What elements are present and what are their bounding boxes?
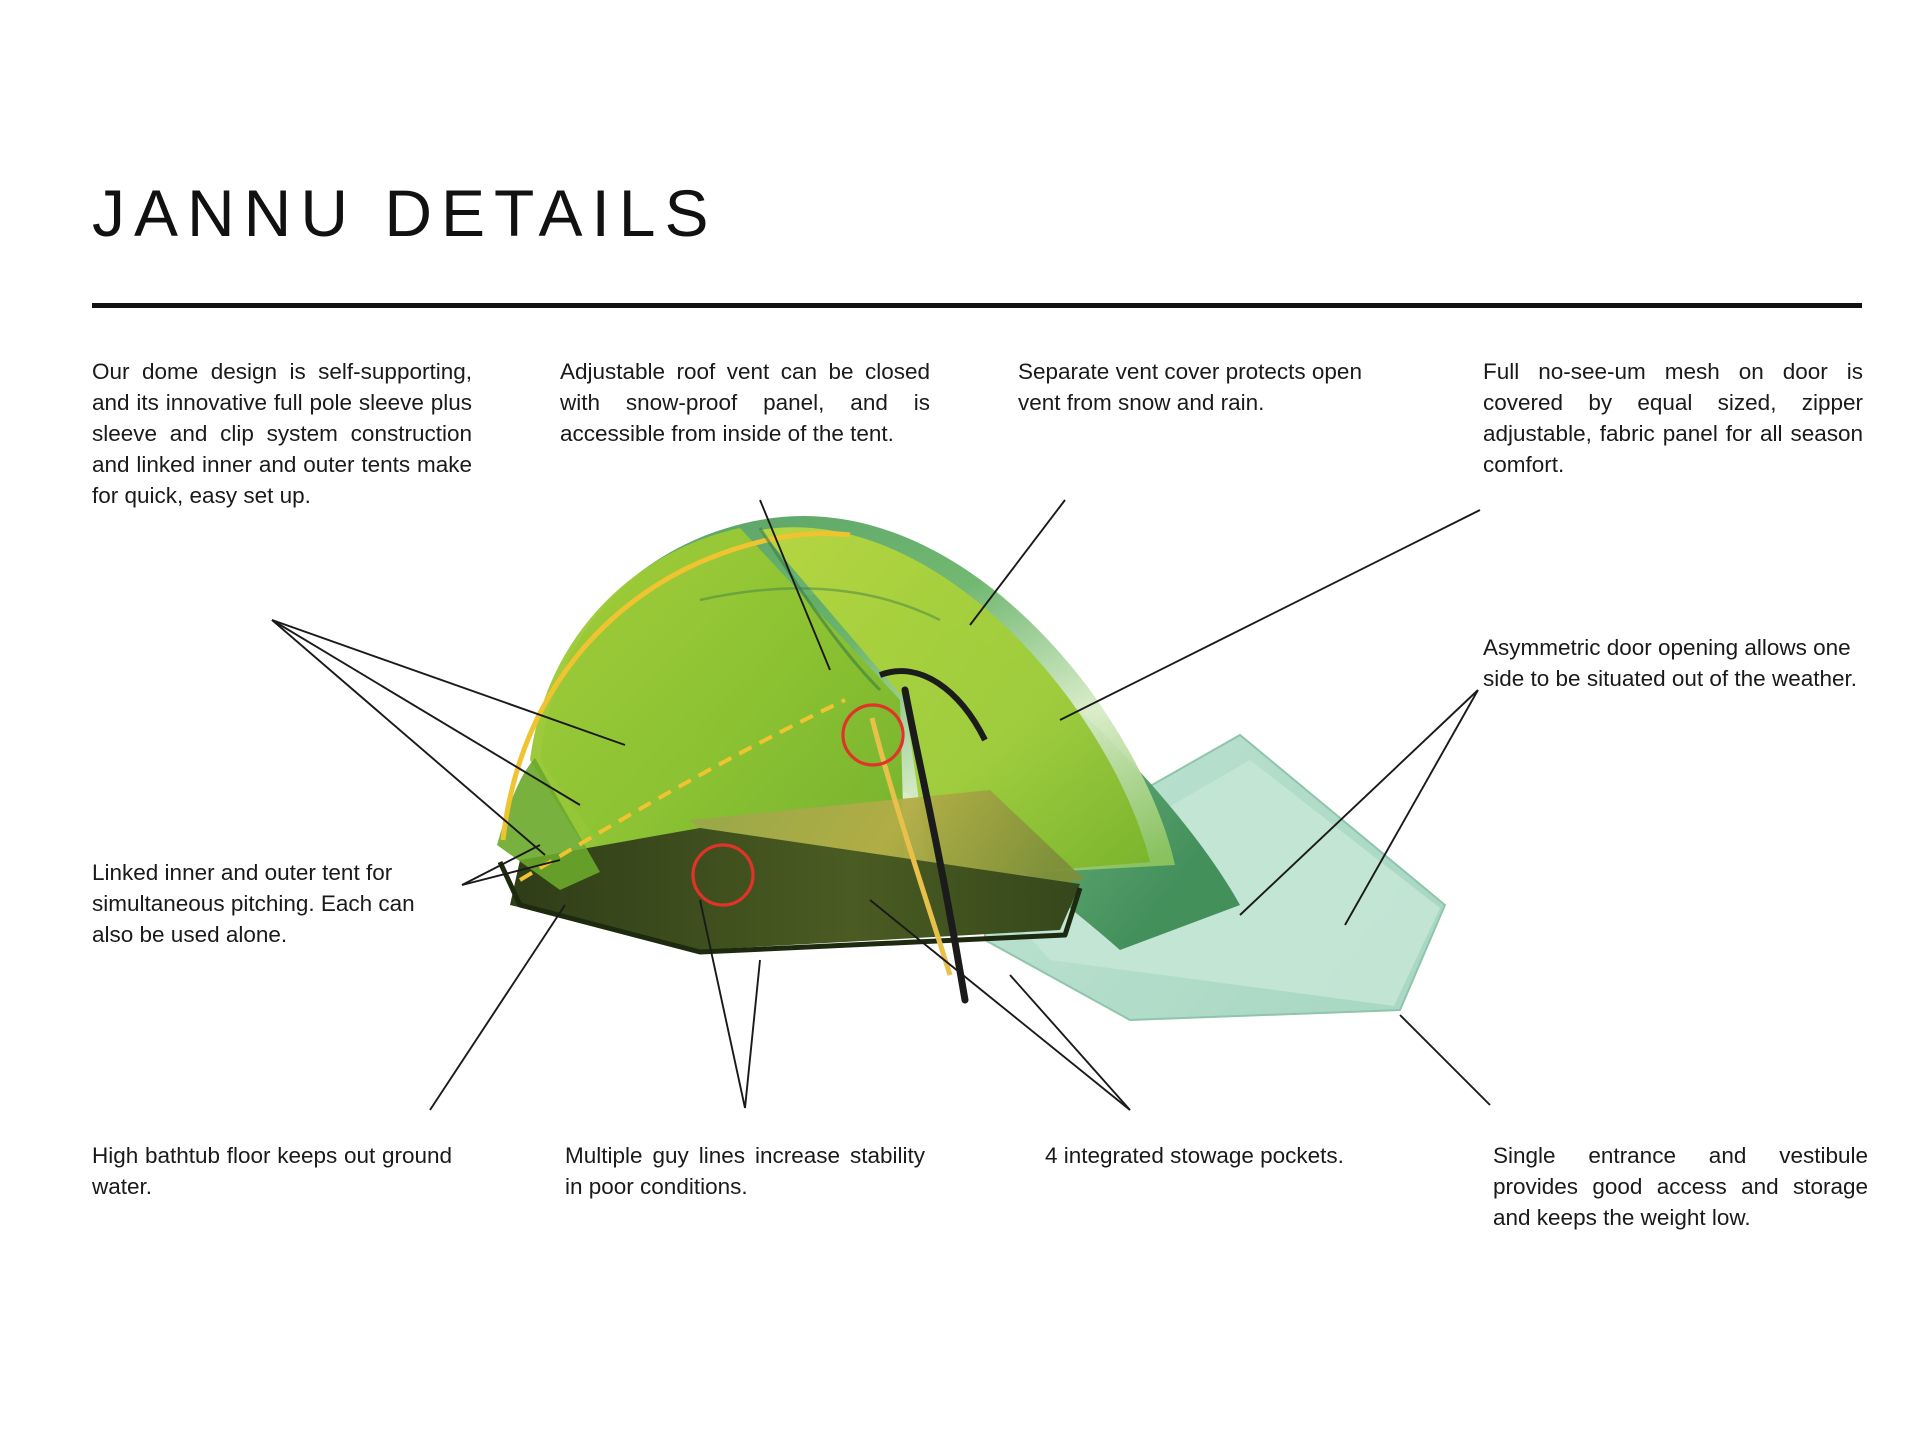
callout-stowage-pockets: 4 integrated stowage pockets. [1045, 1143, 1344, 1168]
pole-sleeve-left [503, 533, 850, 840]
callout-vestibule: Single entrance and vestibule provides good access and storage and keeps the weight low. [1493, 1143, 1868, 1230]
leader-lines [272, 500, 1490, 1110]
fly-canopy-top [540, 516, 1175, 880]
fly-door-panel [760, 527, 1150, 880]
vestibule-extension [1000, 760, 1440, 1006]
door-arc [880, 671, 985, 740]
callout-roof-vent: Adjustable roof vent can be closed with snow-proof panel, and is accessible from inside of the tent. [560, 359, 930, 446]
seam-top-left [700, 588, 940, 620]
highlight-circle-lower [693, 845, 753, 905]
pole-front-vertical [872, 718, 950, 975]
bathtub-floor [510, 828, 1080, 950]
vestibule-shape [985, 735, 1445, 1020]
fly-rear-shell [770, 595, 1240, 950]
callout-linked-inner-outer: Linked inner and outer tent for simultaneous pitching. Each can also be used alone. [92, 860, 415, 947]
fly-left-panel [530, 528, 905, 880]
highlight-circle-upper [843, 705, 903, 765]
callout-vent-cover: Separate vent cover protects open vent from snow and rain. [1018, 359, 1362, 415]
title-divider [92, 303, 1862, 308]
pole-sleeve-diagonal [520, 700, 845, 880]
seam-crest [760, 528, 880, 690]
callout-asymmetric-door: Asymmetric door opening allows one side to be situated out of the weather. [1483, 635, 1858, 691]
callout-dome-design: Our dome design is self-supporting, and its innovative full pole sleeve plus sleeve and clip system construction and linked inner and outer tents make for quick, easy set up. [92, 359, 472, 508]
inner-floor [690, 790, 1085, 915]
door-zipper-line [905, 690, 965, 1000]
callout-door-mesh: Full no-see-um mesh on door is covered by equal sized, zipper adjustable, fabric panel for all season comfort. [1483, 359, 1863, 477]
page-title: JANNU DETAILS [92, 176, 718, 250]
callout-bathtub-floor: High bathtub floor keeps out ground water. [92, 1143, 452, 1199]
floor-edge-dark [500, 862, 1080, 952]
fly-left-skirt [497, 758, 600, 890]
callout-guy-lines: Multiple guy lines increase stability in poor conditions. [565, 1143, 925, 1199]
